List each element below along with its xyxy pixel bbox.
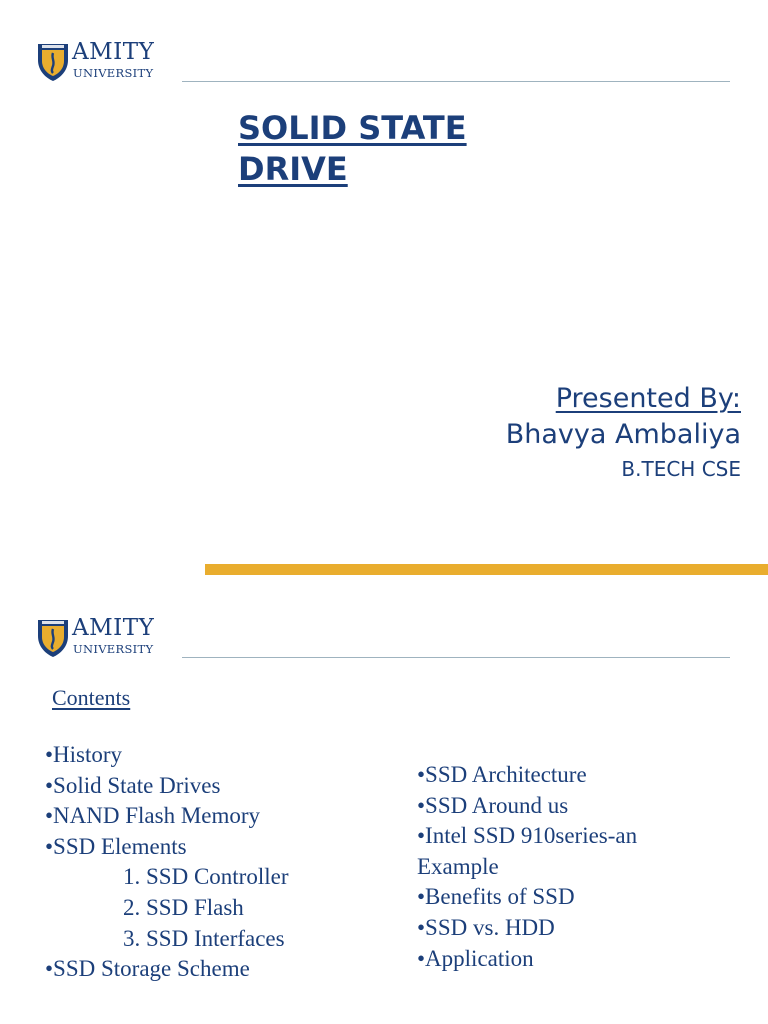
presented-by-label: Presented By: xyxy=(555,383,741,414)
logo-subname: UNIVERSITY xyxy=(73,642,154,656)
contents-list-left xyxy=(45,740,375,985)
list-item: •Solid State Drives xyxy=(45,772,221,798)
logo-subname: UNIVERSITY xyxy=(73,66,154,80)
logo-name: AMITY xyxy=(72,39,155,65)
header-rule xyxy=(182,657,730,658)
department: B.TECH CSE xyxy=(621,457,741,481)
amity-shield-icon xyxy=(36,40,70,82)
contents-slide xyxy=(0,590,768,1024)
amity-logo xyxy=(36,616,176,660)
list-subitem: 2. SSD Flash xyxy=(123,894,244,920)
list-subitem: 3. SSD Interfaces xyxy=(123,925,285,951)
contents-list-right xyxy=(417,760,717,974)
list-item: •Benefits of SSD xyxy=(417,884,575,910)
list-item: •SSD vs. HDD xyxy=(417,914,555,940)
amity-shield-icon xyxy=(36,616,70,658)
contents-heading: Contents xyxy=(52,685,131,710)
list-item: •SSD Around us xyxy=(417,792,569,818)
list-item: •NAND Flash Memory xyxy=(45,803,261,829)
list-item: •Intel SSD 910series-an Example xyxy=(417,823,638,879)
list-item: •SSD Elements xyxy=(45,833,187,859)
logo-name: AMITY xyxy=(72,615,155,641)
author-name: Bhavya Ambaliya xyxy=(505,419,741,450)
list-item: •History xyxy=(45,742,123,767)
list-item: •SSD Architecture xyxy=(417,762,587,787)
amity-logo xyxy=(36,40,176,84)
header-rule xyxy=(182,81,730,82)
list-subitem: 1. SSD Controller xyxy=(123,864,289,890)
accent-bar xyxy=(205,564,768,575)
slide-title: SOLID STATE DRIVE xyxy=(238,109,467,188)
list-item: •Application xyxy=(417,945,534,971)
list-item: •SSD Storage Scheme xyxy=(45,956,250,982)
